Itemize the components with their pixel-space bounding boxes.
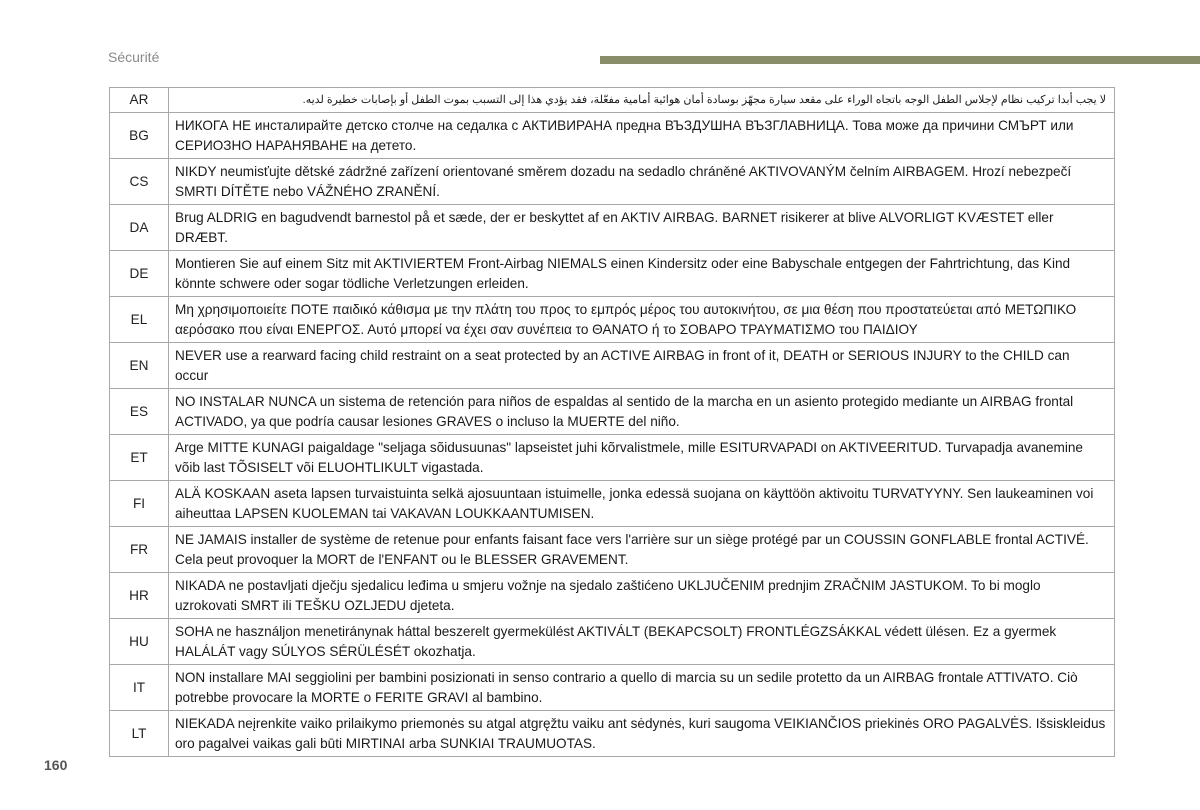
warning-text: NON installare MAI seggiolini per bambini posizionati in senso contrario a quello di marcia su un sedile protetto da un AIRBAG frontale ATTIVATO. Ciò potrebbe provocare la MORTE o FERITE GRAVI al bambino. bbox=[169, 665, 1115, 711]
table-row bbox=[110, 159, 1115, 205]
language-code: HR bbox=[110, 573, 169, 619]
section-title: Sécurité bbox=[108, 49, 160, 65]
language-code: CS bbox=[110, 159, 169, 205]
language-code: EN bbox=[110, 343, 169, 389]
table-row bbox=[110, 205, 1115, 251]
table-row bbox=[110, 481, 1115, 527]
table-row bbox=[110, 297, 1115, 343]
warning-text: НИКОГА НЕ инсталирайте детско столче на седалка с АКТИВИРАНА предна ВЪЗДУШНА ВЪЗГЛАВНИЦА. Това може да причини СМЪРТ или СЕРИОЗНО НАРАНЯВАНЕ на детето. bbox=[169, 113, 1115, 159]
warning-text: Montieren Sie auf einem Sitz mit AKTIVIERTEM Front-Airbag NIEMALS einen Kindersitz oder eine Babyschale entgegen der Fahrtrichtung, das Kind könnte schwere oder sogar tödliche Verletzungen erleiden. bbox=[169, 251, 1115, 297]
language-code: DE bbox=[110, 251, 169, 297]
table-row bbox=[110, 527, 1115, 573]
warning-text: NE JAMAIS installer de système de retenue pour enfants faisant face vers l'arrière sur un siège protégé par un COUSSIN GONFLABLE frontal ACTIVÉ. Cela peut provoquer la MORT de l'ENFANT ou le BLESSER GRAVEMENT. bbox=[169, 527, 1115, 573]
table-row bbox=[110, 573, 1115, 619]
warning-text: NIKDY neumisťujte dětské zádržné zařízení orientované směrem dozadu na sedadlo chráněné AKTIVOVANÝM čelním AIRBAGEM. Hrozí nebezpečí SMRTI DÍTĚTE nebo VÁŽNÉHO ZRANĚNÍ. bbox=[169, 159, 1115, 205]
airbag-warning-table bbox=[109, 87, 1115, 757]
language-code: IT bbox=[110, 665, 169, 711]
language-code: FR bbox=[110, 527, 169, 573]
warning-text: لا يجب أبدا تركيب نظام لإجلاس الطفل الوجه باتجاه الوراء على مقعد سيارة مجهّز بوسادة أمان هوائية أمامية مفعّلة، فقد يؤدي هذا إلى التسبب بموت الطفل أو بإصابات خطيرة لديه. bbox=[169, 88, 1115, 113]
warning-text: NO INSTALAR NUNCA un sistema de retención para niños de espaldas al sentido de la marcha en un asiento protegido mediante un AIRBAG frontal ACTIVADO, ya que podría causar lesiones GRAVES o incluso la MUERTE del niño. bbox=[169, 389, 1115, 435]
table-row bbox=[110, 711, 1115, 757]
warning-text: NIKADA ne postavljati dječju sjedalicu leđima u smjeru vožnje na sjedalo zaštićeno UKLJUČENIM prednjim ZRAČNIM JASTUKOM. To bi moglo uzrokovati SMRT ili TEŠKU OZLJEDU djeteta. bbox=[169, 573, 1115, 619]
language-code: BG bbox=[110, 113, 169, 159]
language-code: ES bbox=[110, 389, 169, 435]
language-code: LT bbox=[110, 711, 169, 757]
table-row bbox=[110, 435, 1115, 481]
warning-text: NEVER use a rearward facing child restraint on a seat protected by an ACTIVE AIRBAG in front of it, DEATH or SERIOUS INJURY to the CHILD can occur bbox=[169, 343, 1115, 389]
language-code: DA bbox=[110, 205, 169, 251]
language-code: EL bbox=[110, 297, 169, 343]
table-row bbox=[110, 619, 1115, 665]
header-accent-bar bbox=[600, 56, 1200, 64]
table-row bbox=[110, 389, 1115, 435]
language-code: FI bbox=[110, 481, 169, 527]
table-row bbox=[110, 251, 1115, 297]
warning-text: Μη χρησιμοποιείτε ΠΟΤΕ παιδικό κάθισμα με την πλάτη του προς το εμπρός μέρος του αυτοκινήτου, σε μια θέση που προστατεύεται από ΜΕΤΩΠΙΚΟ αερόσακο που είναι ΕΝΕΡΓΟΣ. Αυτό μπορεί να έχει σαν συνέπεια το ΘΑΝΑΤΟ ή το ΣΟΒΑΡΟ ΤΡΑΥΜΑΤΙΣΜΟ του ΠΑΙΔΙΟΥ bbox=[169, 297, 1115, 343]
page-number: 160 bbox=[44, 757, 68, 773]
table-row bbox=[110, 343, 1115, 389]
language-code: ET bbox=[110, 435, 169, 481]
warning-text: SOHA ne használjon menetiránynak háttal beszerelt gyermekülést AKTIVÁLT (BEKAPCSOLT) FRONTLÉGZSÁKKAL védett ülésen. Ez a gyermek HALÁLÁT vagy SÚLYOS SÉRÜLÉSÉT okozhatja. bbox=[169, 619, 1115, 665]
warning-text: ALÄ KOSKAAN aseta lapsen turvaistuinta selkä ajosuuntaan istuimelle, jonka edessä suojana on käyttöön aktivoitu TURVATYYNY. Sen laukeaminen voi aiheuttaa LAPSEN KUOLEMAN tai VAKAVAN LOUKKAANTUMISEN. bbox=[169, 481, 1115, 527]
table-row bbox=[110, 665, 1115, 711]
language-code: AR bbox=[110, 88, 169, 113]
language-code: HU bbox=[110, 619, 169, 665]
warning-text: Arge MITTE KUNAGI paigaldage "seljaga sõidusuunas" lapseistet juhi kõrvalistmele, mille ESITURVAPADI on AKTIVEERITUD. Turvapadja avanemine võib last TÕSISELT või ELUOHTLIKULT vigastada. bbox=[169, 435, 1115, 481]
table-row bbox=[110, 88, 1115, 113]
table-row bbox=[110, 113, 1115, 159]
warning-text: NIEKADA neįrenkite vaiko prilaikymo priemonės su atgal atgręžtu vaiku ant sėdynės, kuri saugoma VEIKIANČIOS priekinės ORO PAGALVĖS. Išsiskleidus oro pagalvei vaikas gali būti MIRTINAI arba SUNKIAI TRAUMUOTAS. bbox=[169, 711, 1115, 757]
warning-text: Brug ALDRIG en bagudvendt barnestol på et sæde, der er beskyttet af en AKTIV AIRBAG. BARNET risikerer at blive ALVORLIGT KVÆSTET eller DRÆBT. bbox=[169, 205, 1115, 251]
